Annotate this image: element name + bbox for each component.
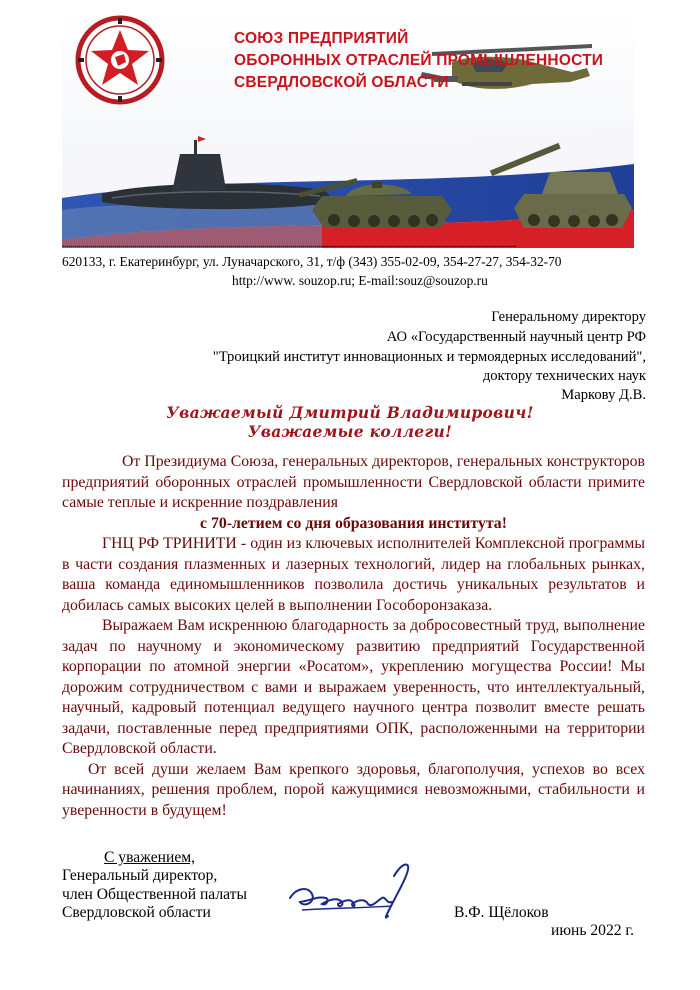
- paragraph-1: От Президиума Союза, генеральных директоров, генеральных конструкторов предприятий оборонных отраслей промышленности Свердловской области примите самые теплые и искренние поздравления: [62, 453, 645, 511]
- dotted-separator: ...................................................................................................................................................................................................................................: [62, 240, 516, 250]
- greeting-line-2: Уважаемые коллеги!: [247, 422, 453, 441]
- org-name-line-1: СОЮЗ ПРЕДПРИЯТИЙ: [234, 30, 409, 47]
- contact-web-email: http://www. souzop.ru; E-mail:souz@souzop.ru: [232, 273, 488, 288]
- handwritten-signature: [282, 858, 432, 928]
- signer-title-3: Свердловской области: [62, 904, 211, 921]
- signer-title-1: Генеральный директор,: [62, 867, 218, 884]
- letterhead-banner: [62, 12, 634, 248]
- greeting-line-1: Уважаемый Дмитрий Владимирович!: [166, 403, 534, 422]
- addressee-line-4: доктору технических наук: [482, 368, 646, 384]
- paragraph-3: Выражаем Вам искреннюю благодарность за добросовестный труд, выполнение задач по научному и экономическому развитию предприятий Государственной корпорации по атомной энергии «Росатом», укреплению могущества России! Мы дорожим сотрудничеством с вами и выражаем уверенность, что интеллектуальный, научный, кадровый потенциал ведущего научного центра позволит вместе решать задачи, поставленные перед предприятиями ОПК, расположенными на территории Свердловской области.: [62, 617, 645, 757]
- org-name-line-2: ОБОРОННЫХ ОТРАСЛЕЙ ПРОМЫШЛЕННОСТИ: [234, 52, 604, 69]
- addressee-line-3: "Троицкий институт инновационных и термоядерных исследований",: [212, 349, 646, 365]
- letter-body: [62, 452, 645, 821]
- paragraph-4: От всей души желаем Вам крепкого здоровья, благополучия, успехов во всех начинаниях, решения проблем, порой кажущимися невозможными, стабильности и уверенности в будущем!: [62, 760, 645, 819]
- addressee-line-5: Маркову Д.В.: [561, 387, 646, 403]
- paragraph-1-highlight: с 70-летием со дня образования института!: [200, 514, 507, 532]
- letter-date: июнь 2022 г.: [551, 922, 634, 939]
- addressee-line-2: АО «Государственный научный центр РФ: [386, 329, 646, 345]
- signer-title-2: член Общественной палаты: [62, 886, 247, 903]
- addressee-line-1: Генеральному директору: [491, 309, 646, 325]
- paragraph-2: ГНЦ РФ ТРИНИТИ - один из ключевых исполнителей Комплексной программы в части создания плазменных и лазерных технологий, лидер на глобальных рынках, ваша команда единомышленников позволила достичь уникальных результатов и добилась самых высоких целей в выполнении Гособоронзаказа.: [62, 535, 645, 614]
- org-name-line-3: СВЕРДЛОВСКОЙ ОБЛАСТИ: [234, 74, 449, 91]
- contact-address: 620133, г. Екатеринбург, ул. Луначарского, 31, т/ф (343) 355-02-09, 354-27-27, 354-32-70: [62, 254, 562, 269]
- union-emblem-icon: [78, 18, 162, 102]
- signer-name: В.Ф. Щёлоков: [454, 904, 549, 921]
- regards-text: С уважением,: [104, 849, 196, 866]
